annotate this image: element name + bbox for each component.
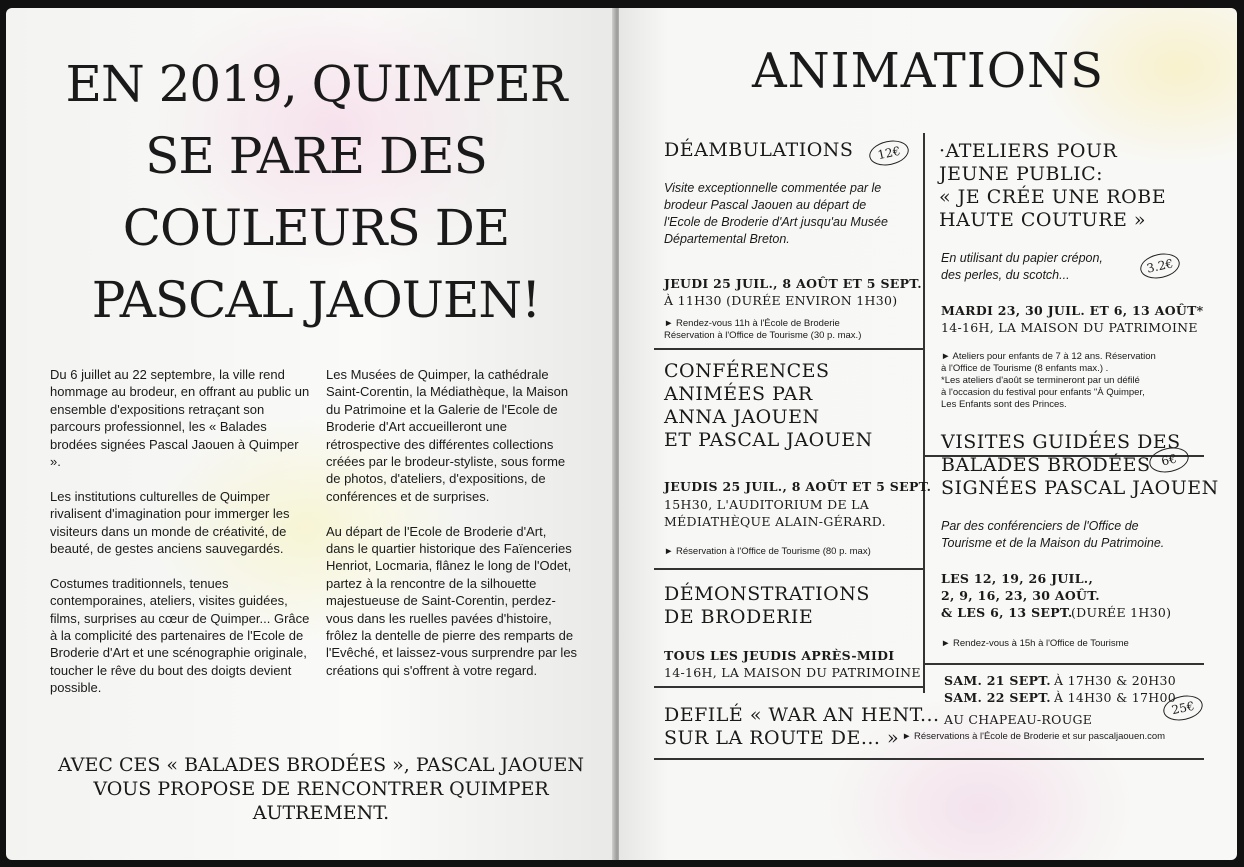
visites-description: Par des conférenciers de l'Office de (941, 519, 1139, 533)
defile-date: SAM. 21 SEPT. (944, 673, 1051, 688)
price-badge: 3.2€ (1138, 250, 1182, 282)
text-column-2 (326, 366, 578, 697)
ateliers-title: JEUNE PUBLIC: (939, 163, 1104, 185)
left-page (6, 8, 615, 860)
visites-note: ► Rendez-vous à 15h à l'Office de Tourisme (941, 638, 1129, 649)
defile-title: SUR LA ROUTE DE... » (664, 727, 900, 749)
ateliers-description: des perles, du scotch... (941, 268, 1070, 282)
text-column-1 (50, 366, 312, 714)
paragraph: Les Musées de Quimper, la cathédrale Saint-Corentin, la Médiathèque, la Maison du Patrimoine et la Galerie de l'Ecole de Broderie d'Art accueilleront une rétrospective des différentes collections créées par le brodeur-styliste, sous forme de photos, d'ateliers, d'expositions, de conférences et de surprises. (326, 367, 569, 504)
defile-title: DEFILÉ « WAR AN HENT... (664, 704, 940, 726)
right-page-title: ANIMATIONS (751, 43, 1105, 99)
price-badge: 12€ (867, 137, 911, 169)
paragraph: Au départ de l'Ecole de Broderie d'Art, dans le quartier historique des Faïenceries Henriot, Locmaria, flânez le long de l'Odet, partez à la rencontre de la silhouette majestueuse de Saint-Corentin, perdez-vous dans les ruelles pavées d'histoire, frôlez la dentelle de pierre des remparts de l'Evêché, et laissez-vous surprendre par les créations qui s'offrent à votre regard. (326, 523, 578, 678)
deambulations-time: À 11H30 (DURÉE ENVIRON 1H30) (664, 293, 898, 308)
ateliers-place: 14-16H, LA MAISON DU PATRIMOINE (941, 320, 1198, 335)
ateliers-description: En utilisant du papier crépon, (941, 251, 1103, 265)
visites-title: BALADES BRODÉES (941, 454, 1151, 476)
conferences-title: CONFÉRENCES (664, 360, 830, 382)
visites-title: VISITES GUIDÉES DES (941, 431, 1181, 453)
defile-note: ► Réservations à l'École de Broderie et sur pascaljaouen.com (902, 731, 1166, 742)
ateliers-title: HAUTE COUTURE » (939, 209, 1147, 231)
conferences-title: ET PASCAL JAOUEN (664, 429, 873, 451)
ateliers-note: Les Enfants sont des Princes. (941, 399, 1067, 410)
demonstrations-title: DÉMONSTRATIONS (664, 583, 870, 605)
price-badge: 6€ (1147, 444, 1191, 476)
visites-date: 2, 9, 16, 23, 30 AOÛT. (941, 588, 1100, 603)
divider (654, 348, 924, 350)
deambulations-date: JEUDI 25 JUIL., 8 AOÛT ET 5 SEPT. (664, 276, 922, 291)
deambulations-title: DÉAMBULATIONS (664, 139, 854, 161)
conferences-place: 15H30, L'AUDITORIUM DE LA (664, 497, 870, 512)
right-page (619, 8, 1237, 860)
left-page-title: EN 2019, QUIMPER SE PARE DES COULEURS DE PASCAL JAOUEN! (65, 55, 567, 329)
demonstrations-date: TOUS LES JEUDIS APRÈS-MIDI (664, 648, 895, 663)
deambulations-note: Réservation à l'Office de Tourisme (30 p. max.) (664, 330, 862, 341)
divider (654, 568, 924, 570)
ateliers-note: à l'occasion du festival pour enfants "À Quimper, (941, 387, 1145, 398)
ateliers-note: à l'Office de Tourisme (8 enfants max.) . (941, 363, 1109, 374)
conferences-note: ► Réservation à l'Office de Tourisme (80 p. max) (664, 546, 871, 557)
visites-description: Tourisme et de la Maison du Patrimoine. (941, 536, 1165, 550)
divider (924, 663, 1204, 665)
divider (654, 686, 924, 688)
paragraph: Les institutions culturelles de Quimper rivalisent d'imagination pour immerger les visiteurs dans un monde de créativité, de beauté, de gestes anciens sauvegardés. (50, 488, 290, 557)
ateliers-title: ·ATELIERS POUR (939, 140, 1118, 162)
deambulations-note: ► Rendez-vous 11h à l'École de Broderie (664, 318, 840, 329)
conferences-title: ANIMÉES PAR (664, 383, 813, 405)
demonstrations-place: 14-16H, LA MAISON DU PATRIMOINE (664, 665, 921, 680)
defile-time: À 17H30 & 20H30 (1054, 673, 1176, 688)
ateliers-title: « JE CRÉE UNE ROBE (939, 186, 1167, 208)
demonstrations-title: DE BRODERIE (664, 606, 814, 628)
visites-title: SIGNÉES PASCAL JAOUEN (941, 477, 1219, 499)
price-badge: 25€ (1161, 692, 1205, 724)
ateliers-note: ► Ateliers pour enfants de 7 à 12 ans. Réservation (941, 351, 1156, 362)
visites-date: & LES 6, 13 SEPT. (941, 605, 1073, 620)
visites-duration: (DURÉE 1H30) (1071, 605, 1172, 620)
conferences-title: ANNA JAOUEN (664, 406, 820, 428)
tagline: AVEC CES « BALADES BRODÉES », PASCAL JAOUEN VOUS PROPOSE DE RENCONTRER QUIMPER AUTREMENT. (58, 754, 584, 824)
divider (654, 758, 1204, 760)
defile-date: SAM. 22 SEPT. (944, 690, 1051, 705)
paragraph: Du 6 juillet au 22 septembre, la ville rend hommage au brodeur, en offrant au public un ensemble d'expositions retraçant son parcours professionnel, les « Balades brodées signées Pascal Jaouen à Quimper ». (50, 367, 310, 470)
defile-place: AU CHAPEAU-ROUGE (944, 712, 1093, 727)
paragraph: Costumes traditionnels, tenues contemporaines, ateliers, visites guidées, films, surprises au cœur de Quimper... Grâce à la complicité des partenaires de l'Ecole de Broderie d'Art et une scénographie originale, toucher le rêve du bout des doigts devient possible. (50, 575, 310, 696)
defile-time: À 14H30 & 17H00 (1054, 690, 1176, 705)
visites-date: LES 12, 19, 26 JUIL., (941, 571, 1094, 586)
conferences-date: JEUDIS 25 JUIL., 8 AOÛT ET 5 SEPT. (664, 479, 932, 494)
deambulations-description: Visite exceptionnelle commentée par le brodeur Pascal Jaouen au départ de l'Ecole de Broderie d'Art jusqu'au Musée Départemental Breton. (664, 181, 888, 246)
ateliers-date: MARDI 23, 30 JUIL. ET 6, 13 AOÛT* (941, 303, 1204, 318)
ateliers-note: *Les ateliers d'août se termineront par un défilé (941, 375, 1140, 386)
conferences-place: MÉDIATHÈQUE ALAIN-GÉRARD. (664, 514, 886, 529)
divider (923, 133, 925, 693)
